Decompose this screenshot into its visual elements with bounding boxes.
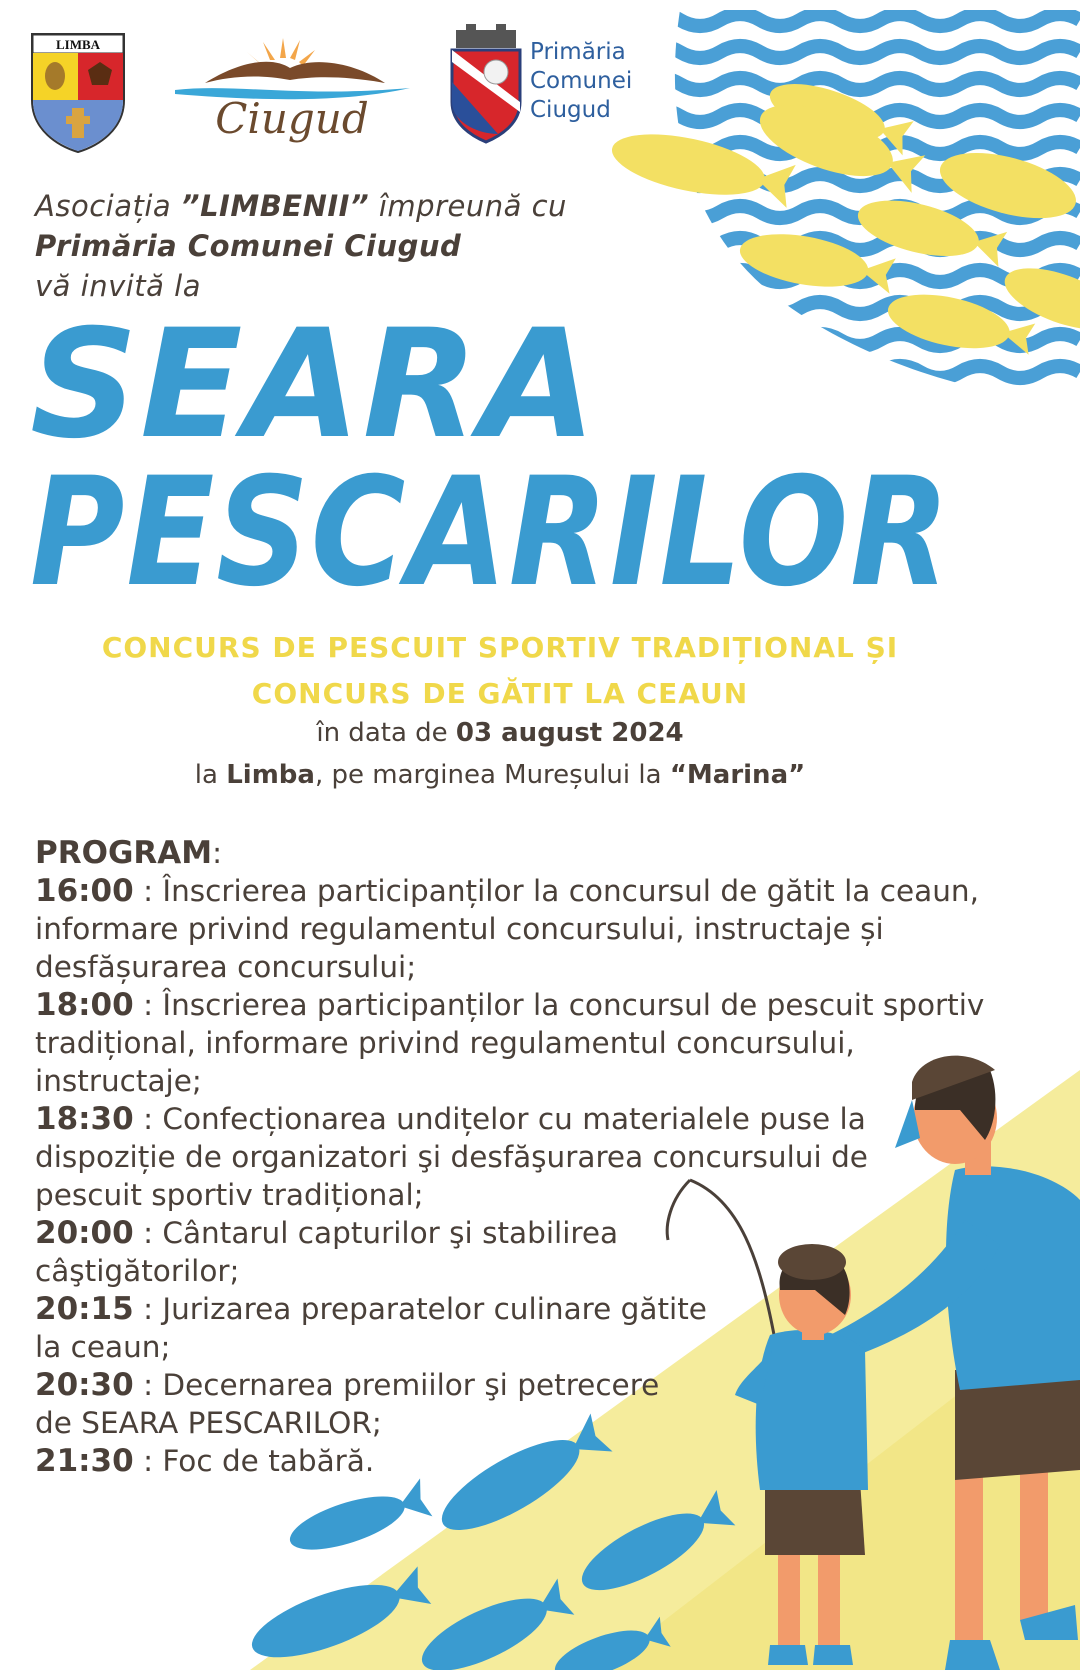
program-item-line — [35, 1404, 1045, 1442]
program-time: 18:00 — [35, 987, 134, 1023]
crest-label: LIMBA — [55, 37, 101, 52]
program-item-line — [35, 948, 1045, 986]
program-item-line — [35, 986, 1045, 1024]
place-prefix: la — [194, 760, 227, 790]
program-heading-colon: : — [212, 836, 223, 870]
program-item-line — [35, 910, 1045, 948]
program-description: instructaje; — [35, 1064, 202, 1098]
date-value: 03 august 2024 — [455, 718, 684, 748]
program-time: 20:15 — [35, 1291, 134, 1327]
primaria-crest-logo — [448, 22, 524, 144]
program-description: la ceaun; — [35, 1330, 171, 1364]
program-description: informare privind regulamentul concursului, instructaje și — [35, 912, 884, 946]
program-heading — [35, 834, 1045, 872]
association-name: ”LIMBENII” — [180, 189, 370, 223]
program-time: 20:30 — [35, 1367, 134, 1403]
program-description: pescuit sportiv tradițional; — [35, 1178, 424, 1212]
program-description: : Cântarul capturilor şi stabilirea — [133, 1216, 619, 1250]
program-heading-text: PROGRAM — [35, 835, 213, 871]
program-description: : Jurizarea preparatelor culinare gătite — [133, 1292, 707, 1326]
primaria-logo-text — [530, 38, 632, 125]
program-description: : Foc de tabără. — [133, 1444, 375, 1478]
program-time: 16:00 — [35, 873, 134, 909]
program-item-line — [35, 1290, 1045, 1328]
program-item-line — [35, 1024, 1045, 1062]
program-time: 21:30 — [35, 1443, 134, 1479]
program-item-line — [35, 1062, 1045, 1100]
program-item-line — [35, 1138, 1045, 1176]
intro-line-2 — [35, 226, 567, 266]
logo-text: Ciugud — [215, 94, 369, 143]
program-description: tradițional, informare privind regulamentul concursului, — [35, 1026, 855, 1060]
organizer-name: Primăria Comunei Ciugud — [35, 229, 462, 263]
intro-prefix: Asociația — [35, 189, 181, 223]
program-description: câştigătorilor; — [35, 1254, 240, 1288]
program-item-line — [35, 872, 1045, 910]
intro-text — [35, 186, 567, 306]
primaria-line-2: Comunei — [530, 68, 633, 94]
title-line-2: PESCARILOR — [30, 446, 952, 620]
program-item-line — [35, 1252, 1045, 1290]
subtitle-line-1: CONCURS DE PESCUIT SPORTIV TRADIȚIONAL ȘI — [101, 631, 899, 664]
program-description: dispoziție de organizatori şi desfăşurarea concursului de — [35, 1140, 868, 1174]
title-line-1: SEARA — [30, 298, 599, 472]
date-prefix: în data de — [316, 718, 456, 748]
place-venue: “Marina” — [669, 760, 806, 790]
event-place — [0, 760, 1000, 790]
program-time: 18:30 — [35, 1101, 134, 1137]
program-description: desfășurarea concursului; — [35, 950, 417, 984]
primaria-line-1: Primăria — [530, 39, 626, 65]
program-item-line — [35, 1100, 1045, 1138]
program-section — [35, 834, 1045, 1480]
program-description: : Înscrierea participanților la concursul de gătit la ceaun, — [133, 874, 979, 908]
event-date — [0, 718, 1000, 748]
program-item-line — [35, 1366, 1045, 1404]
intro-suffix: împreună cu — [369, 189, 567, 223]
program-item-line — [35, 1328, 1045, 1366]
program-description: : Înscrierea participanților la concursul de pescuit sportiv — [133, 988, 985, 1022]
program-item-line — [35, 1176, 1045, 1214]
ciugud-logo — [175, 28, 410, 148]
program-time: 20:00 — [35, 1215, 134, 1251]
place-middle: , pe marginea Mureșului la — [314, 760, 670, 790]
place-name: Limba — [226, 760, 315, 790]
program-items — [35, 872, 1045, 1480]
program-description: de SEARA PESCARILOR; — [35, 1406, 382, 1440]
primaria-line-3: Ciugud — [530, 97, 611, 123]
program-item-line — [35, 1214, 1045, 1252]
limba-crest-logo — [28, 30, 128, 154]
program-description: : Confecționarea undițelor cu materialele puse la — [133, 1102, 866, 1136]
intro-line-3: vă invită la — [35, 269, 201, 303]
program-description: : Decernarea premiilor şi petrecere — [133, 1368, 660, 1402]
intro-line-1 — [35, 186, 567, 226]
subtitle-line-2: CONCURS DE GĂTIT LA CEAUN — [251, 677, 749, 710]
program-item-line — [35, 1442, 1045, 1480]
